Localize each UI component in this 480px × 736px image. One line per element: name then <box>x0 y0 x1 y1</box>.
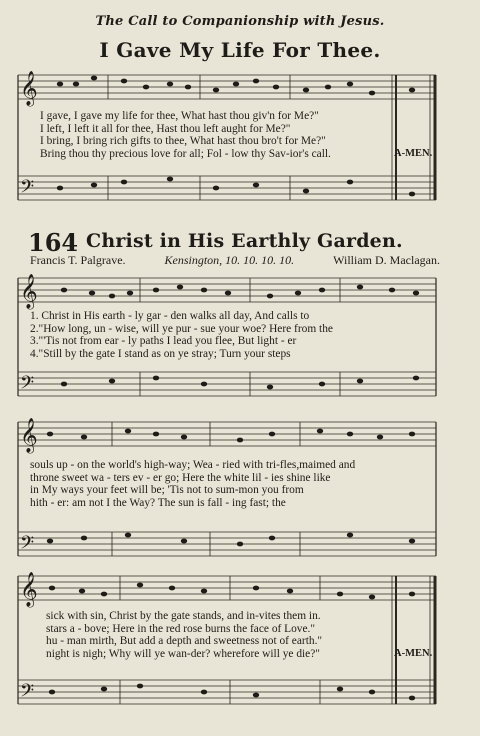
verse-line: hith - er: am not I the Way? The sun is fall - ing fast; the <box>30 496 286 509</box>
hymn1-verses <box>40 110 331 160</box>
final-barlines <box>392 75 435 704</box>
verse-line: souls up - on the world's high-way; Wea - ried with tri-fles,maimed and <box>30 459 356 471</box>
staff-sys2-bass <box>18 532 436 556</box>
system1-lyrics <box>30 310 333 360</box>
bass-clef-icon: 𝄢 <box>20 533 35 558</box>
tune-name: Kensington, 10. 10. 10. 10. <box>164 253 295 267</box>
bass-clef-icon: 𝄢 <box>20 681 35 706</box>
amen-label: A-MEN. <box>394 648 433 659</box>
treble-clef-icon: 𝄞 <box>20 418 38 453</box>
verse-line: night is nigh; Why will ye wan-der? wherefore will ye die?" <box>46 647 320 660</box>
bass-clef-icon: 𝄢 <box>20 177 35 202</box>
verse-line: I gave, I gave my life for thee, What hast thou giv'n for Me?" <box>40 110 319 122</box>
staff-sys1-bass <box>18 372 436 396</box>
staff-sys1-treble <box>18 278 436 302</box>
hymn-credits <box>30 253 440 268</box>
verse-line: throne sweet wa - ters ev - er go; Here the white lil - ies shine like <box>30 471 331 484</box>
treble-clef-icon: 𝄞 <box>20 71 38 106</box>
verse-line: in My ways your feet will be; 'Tis not to sum-mon you from <box>30 484 304 497</box>
staff-hymn1-treble <box>18 75 436 99</box>
verse-line: stars a - bove; Here in the red rose burns the face of Love." <box>46 622 316 635</box>
composer: William D. Maclagan. <box>333 253 440 267</box>
verse-line: I bring, I bring rich gifts to thee, What hast thou bro't for Me?" <box>40 135 326 148</box>
staff-sys2-treble <box>18 422 436 446</box>
verse-line: 4."Still by the gate I stand as on ye stray; Turn your steps <box>30 347 291 360</box>
verse-line: 1. Christ in His earth - ly gar - den walks all day, And calls to <box>30 310 310 322</box>
treble-clef-icon: 𝄞 <box>20 274 38 309</box>
clefs <box>20 71 38 706</box>
system3-lyrics <box>46 610 322 660</box>
hymn-number: 164 <box>28 228 79 257</box>
verse-line: Bring thou thy precious love for all; Fol - low thy Sav-ior's call. <box>40 147 331 160</box>
bass-clef-icon: 𝄢 <box>20 373 35 398</box>
verse-line: I left, I left it all for thee, Hast thou left aught for Me?" <box>40 122 291 135</box>
hymn-title: Christ in His Earthly Garden. <box>86 230 403 252</box>
hymn-title: I Gave My Life For Thee. <box>99 38 381 62</box>
page-header: The Call to Companionship with Jesus. <box>95 14 385 29</box>
staff-hymn1-bass <box>18 176 436 200</box>
treble-clef-icon: 𝄞 <box>20 572 38 607</box>
verse-line: 2."How long, un - wise, will ye pur - sue your woe? Here from the <box>30 322 333 335</box>
system2-lyrics <box>30 459 355 509</box>
noteheads <box>47 76 419 701</box>
verse-line: 3."'Tis not from ear - ly paths I lead you flee, But light - er <box>30 335 297 348</box>
author: Francis T. Palgrave. <box>30 253 126 267</box>
verse-line: sick with sin, Christ by the gate stands, and in-vites them in. <box>46 610 321 622</box>
amen-label: A-MEN. <box>394 148 433 159</box>
verse-line: hu - man mirth, But add a depth and sweetness not of earth." <box>46 635 323 648</box>
